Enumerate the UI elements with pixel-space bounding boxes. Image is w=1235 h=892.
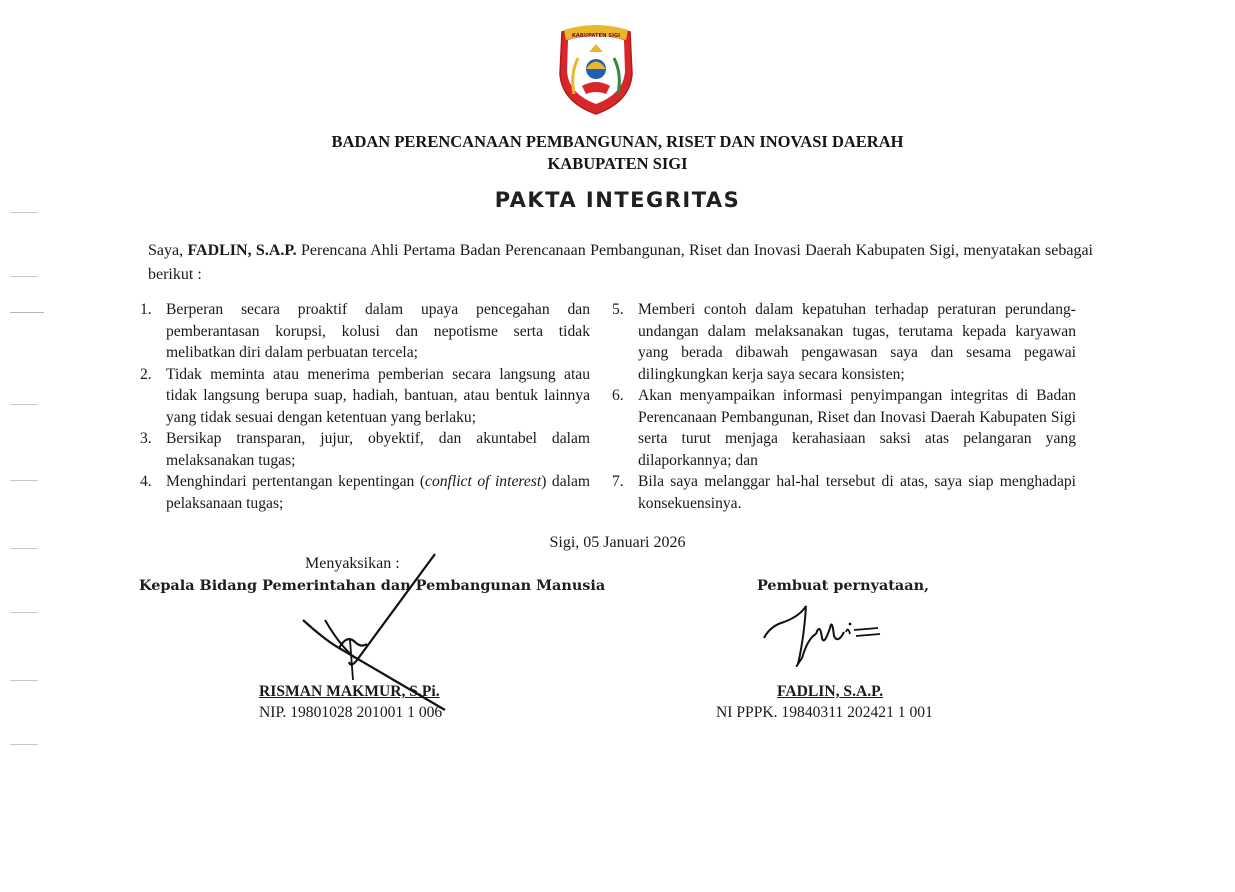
statement-text: Akan menyampaikan informasi penyimpangan integritas di Badan Perencanaan Pembangunan, Riset dan Inovasi Daerah Kabupaten Sigi serta turut menjaga kerahasiaan saksi atas pelangaran yang dilaporkannya; dan bbox=[638, 387, 1076, 469]
statement-number: 6. bbox=[612, 387, 624, 404]
witness-name: RISMAN MAKMUR, S.Pi. bbox=[259, 683, 440, 700]
witness-nip: NIP. 19801028 201001 1 006 bbox=[259, 704, 443, 721]
statement-item bbox=[612, 299, 1076, 385]
statement-text: Berperan secara proaktif dalam upaya pencegahan dan pemberantasan korupsi, kolusi dan nepotisme serta tidak melibatkan diri dalam perbuatan tercela; bbox=[166, 301, 590, 361]
intro-name: FADLIN, S.A.P. bbox=[187, 242, 297, 259]
statement-number: 4. bbox=[140, 473, 152, 490]
statement-text: Bila saya melanggar hal-hal tersebut di atas, saya siap menghadapi konsekuensinya. bbox=[638, 473, 1076, 512]
declarant-label: Pembuat pernyataan, bbox=[757, 577, 930, 594]
svg-text:KABUPATEN SIGI: KABUPATEN SIGI bbox=[571, 33, 621, 39]
declarant-signature-icon bbox=[760, 598, 890, 673]
agency-name: BADAN PERENCANAAN PEMBANGUNAN, RISET DAN INOVASI DAERAH bbox=[331, 132, 904, 151]
intro-prefix: Saya, bbox=[148, 242, 184, 259]
scan-artifact-line bbox=[10, 312, 44, 313]
statement-text: Tidak meminta atau menerima pemberian secara langsung atau tidak langsung berupa suap, hadiah, bantuan, atau bentuk lainnya yang tidak sesuai dengan ketentuan yang berlaku; bbox=[166, 365, 590, 426]
scan-artifact-line bbox=[10, 612, 38, 613]
statement-text-before: Menghindari pertentangan kepentingan ( bbox=[166, 473, 426, 490]
date-place: Sigi, 05 Januari 2026 bbox=[549, 534, 686, 551]
scan-artifact-line bbox=[10, 744, 38, 745]
scan-artifact-line bbox=[10, 276, 38, 277]
scan-artifact-line bbox=[10, 212, 38, 213]
sigi-regency-crest-icon bbox=[556, 24, 636, 116]
statement-number: 3. bbox=[140, 430, 152, 447]
declarant-name: FADLIN, S.A.P. bbox=[777, 683, 884, 700]
intro-text: Perencana Ahli Pertama Badan Perencanaan Pembangunan, Riset dan Inovasi Daerah Kabupaten Sigi, menyatakan sebagai berikut : bbox=[148, 242, 1093, 283]
intro-paragraph bbox=[148, 239, 1093, 287]
statements-left-column bbox=[140, 299, 590, 514]
statement-item bbox=[612, 471, 1076, 514]
statement-item bbox=[140, 428, 590, 471]
statement-text: Bersikap transparan, jujur, obyektif, dan akuntabel dalam melaksanakan tugas; bbox=[166, 430, 590, 469]
declarant-nip: NI PPPK. 19840311 202421 1 001 bbox=[716, 704, 933, 721]
scan-artifact-line bbox=[10, 680, 38, 681]
document-title: PAKTA INTEGRITAS bbox=[494, 188, 741, 212]
statement-text-after: ) dalam pelaksanaan tugas; bbox=[166, 473, 590, 512]
scan-artifact-line bbox=[10, 480, 38, 481]
statement-text bbox=[166, 471, 590, 514]
agency-header bbox=[0, 131, 1235, 175]
statement-item bbox=[612, 385, 1076, 471]
statement-number: 1. bbox=[140, 301, 152, 318]
statement-number: 7. bbox=[612, 473, 624, 490]
statement-item bbox=[140, 299, 590, 364]
agency-regency: KABUPATEN SIGI bbox=[547, 154, 688, 173]
statement-item bbox=[140, 471, 590, 514]
statement-text-italic: conflict of interest bbox=[425, 473, 542, 490]
statement-number: 5. bbox=[612, 301, 624, 318]
statement-number: 2. bbox=[140, 365, 152, 383]
scan-artifact-line bbox=[10, 404, 38, 405]
witness-signature-icon bbox=[295, 550, 465, 720]
witness-office: Kepala Bidang Pemerintahan dan Pembangunan Manusia bbox=[139, 577, 606, 594]
statement-item bbox=[140, 364, 590, 429]
statements-right-column bbox=[612, 299, 1076, 514]
witness-label: Menyaksikan : bbox=[305, 555, 400, 572]
statement-text: Memberi contoh dalam kepatuhan terhadap peraturan perundang-undangan dalam melaksanakan tugas, terutama kepada karyawan yang berada dibawah pengawasan saya dan sesama pegawai dilingkungkan kerja saya secara konsisten; bbox=[638, 301, 1076, 383]
